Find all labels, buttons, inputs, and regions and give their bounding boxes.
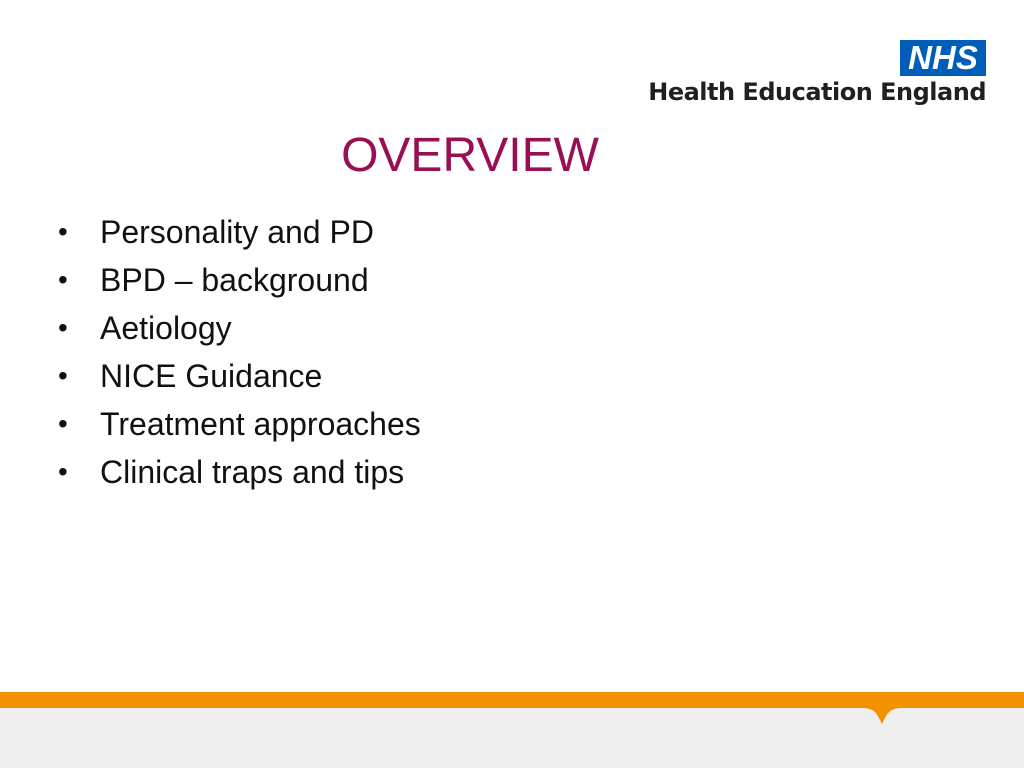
footer-notch-decoration	[862, 700, 902, 726]
slide-title: OVERVIEW	[341, 129, 599, 182]
nhs-logo-box: NHS	[900, 40, 986, 76]
organisation-name: Health Education England	[648, 78, 986, 106]
bullet-item	[58, 400, 421, 448]
bullet-item	[58, 352, 421, 400]
bullet-text: Aetiology	[100, 310, 232, 346]
bullet-item	[58, 304, 421, 352]
bullet-icon: •	[58, 456, 68, 487]
bullet-item	[58, 208, 421, 256]
bullet-text: BPD – background	[100, 262, 369, 298]
bullet-text: NICE Guidance	[100, 358, 323, 394]
bullet-text: Treatment approaches	[100, 406, 421, 442]
bullet-icon: •	[58, 264, 68, 295]
bullet-icon: •	[58, 408, 68, 439]
bullet-icon: •	[58, 312, 68, 343]
nhs-hee-logo	[626, 40, 986, 112]
bullet-icon: •	[58, 360, 68, 391]
bullet-icon: •	[58, 216, 68, 247]
bullet-list	[58, 208, 421, 496]
bullet-text: Clinical traps and tips	[100, 454, 405, 490]
bullet-text: Personality and PD	[100, 214, 374, 250]
bullet-item	[58, 256, 421, 304]
bullet-item	[58, 448, 421, 496]
